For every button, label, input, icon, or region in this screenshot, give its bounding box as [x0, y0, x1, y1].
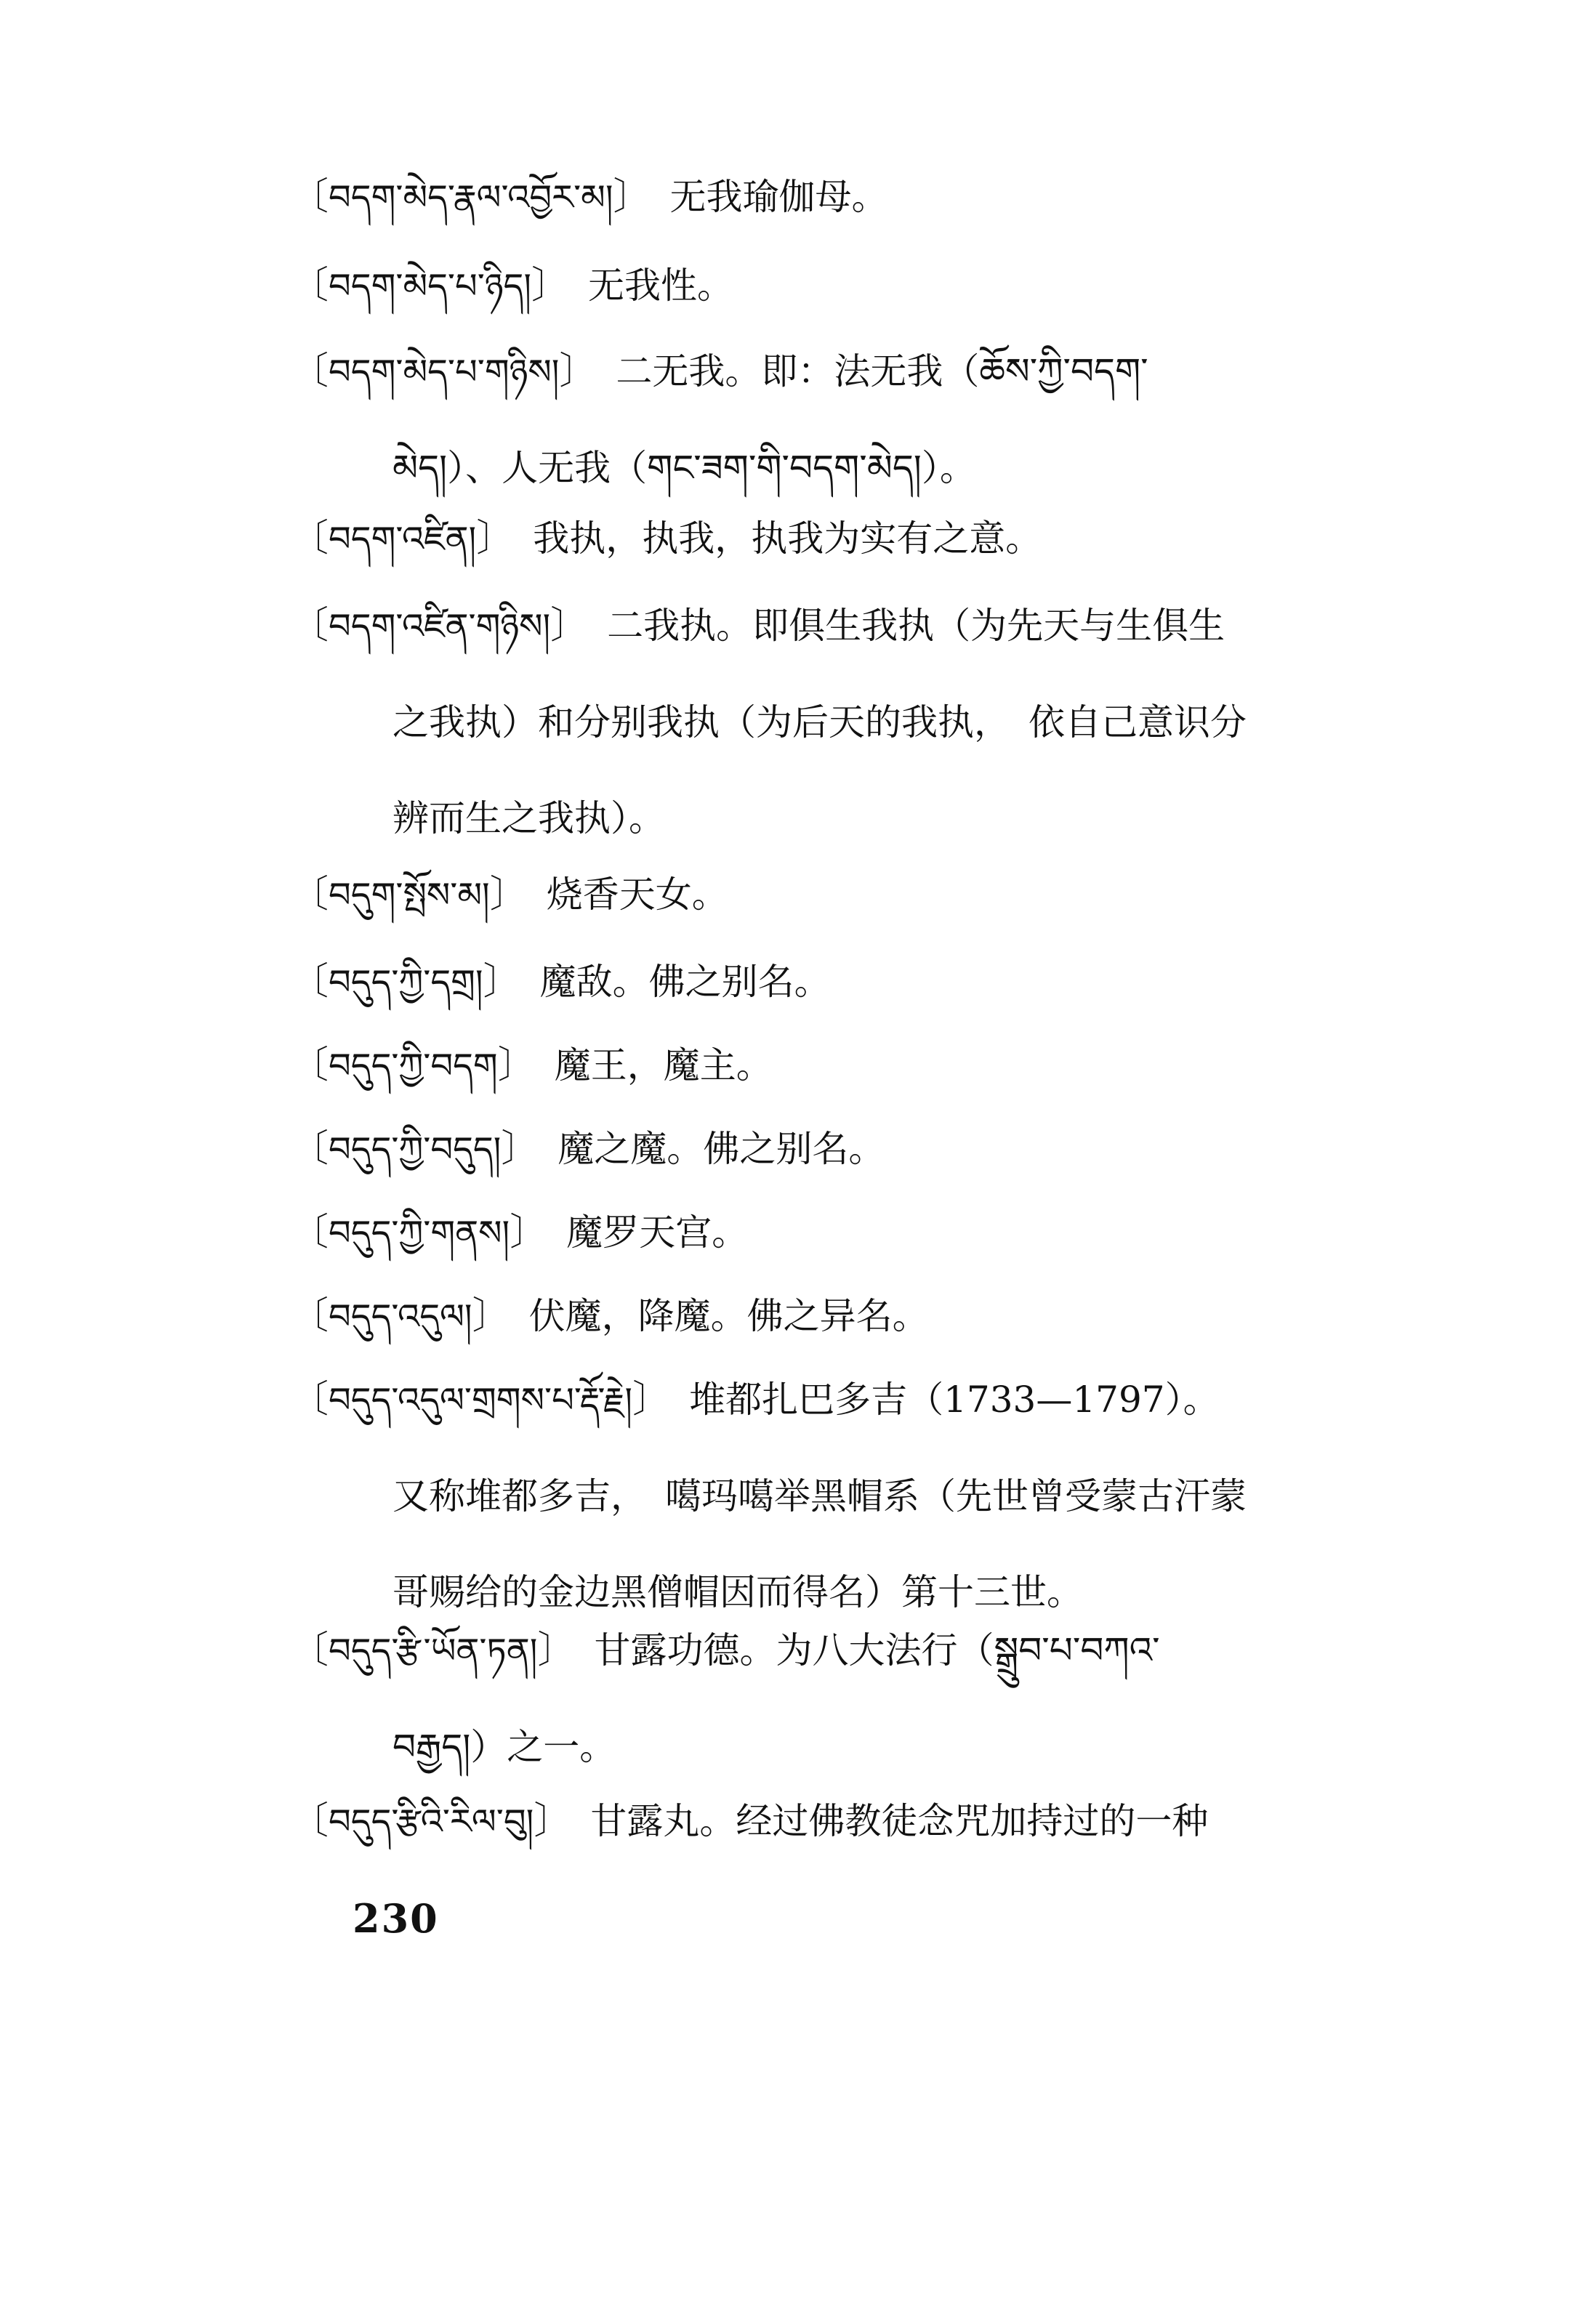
open-bracket: 〔 — [291, 1211, 329, 1254]
entry-term: བདག་མེད་པ་ཉིད། — [329, 266, 531, 307]
entry-definition: 魔敌。佛之别名。 — [539, 961, 831, 1003]
entry-definition: 二我执。即俱生我执（为先天与生俱生 — [607, 605, 1225, 647]
entry-definition: 我执，执我，执我为实有之意。 — [533, 517, 1042, 560]
entry-first-line — [291, 847, 1425, 943]
entry-first-line — [291, 1101, 1425, 1198]
close-bracket: 〕 — [537, 1629, 576, 1672]
open-bracket: 〔 — [291, 1629, 329, 1672]
open-bracket: 〔 — [291, 604, 329, 647]
entry-first-line — [291, 149, 1425, 246]
entry-first-line — [291, 1773, 1425, 1870]
open-bracket: 〔 — [291, 960, 329, 1004]
entry-term: བདུད་ཀྱི་བདུད། — [329, 1129, 502, 1170]
close-bracket: 〕 — [534, 1799, 572, 1843]
entry-continuation: མེད།）、人无我（གང་ཟག་གི་བདག་མེད།）。 — [393, 447, 976, 489]
entry-first-line — [291, 238, 1425, 334]
entry-term: བདུད་ཀྱི་དགྲ། — [329, 962, 483, 1003]
entry-definition: 无我性。 — [588, 265, 734, 307]
dictionary-entry — [291, 1602, 1425, 1795]
dictionary-entry — [291, 847, 1425, 943]
entry-definition: 魔罗天宫。 — [566, 1211, 749, 1254]
entry-continuation: 辨而生之我执）。 — [393, 797, 665, 839]
close-bracket: 〕 — [472, 1294, 510, 1338]
entry-definition: 伏魔，降魔。佛之异名。 — [528, 1295, 929, 1337]
entry-definition: 堆都扎巴多吉（1733—1797）。 — [689, 1379, 1220, 1421]
entry-first-line — [291, 1185, 1425, 1281]
entry-definition: 二无我。即：法无我（ཆོས་ཀྱི་བདག་ — [616, 350, 1148, 392]
entry-first-line — [291, 1602, 1425, 1699]
entry-definition: 烧香天女。 — [546, 873, 728, 916]
dictionary-entry — [291, 323, 1425, 516]
entry-term: བདུད་འདུལ། — [329, 1296, 472, 1337]
entry-first-line — [291, 1352, 1425, 1448]
open-bracket: 〔 — [291, 1044, 329, 1087]
open-bracket: 〔 — [291, 517, 329, 560]
dictionary-entry — [291, 1773, 1425, 1870]
entry-continuation: 哥赐给的金边黑僧帽因而得名）第十三世。 — [393, 1571, 1083, 1613]
close-bracket: 〕 — [510, 1211, 548, 1254]
entry-first-line — [291, 323, 1425, 420]
page-number: 230 — [353, 1895, 439, 1942]
close-bracket: 〕 — [483, 960, 521, 1004]
dictionary-entry — [291, 149, 1425, 246]
entry-term: བདུད་ཀྱི་བདག — [329, 1046, 498, 1086]
entry-definition: 魔之魔。佛之别名。 — [557, 1128, 885, 1170]
entry-term: བདུད་རྩིའི་རིལ་བུ། — [329, 1801, 534, 1842]
entry-first-line — [291, 934, 1425, 1030]
entry-term: བདུག་སྤོས་མ། — [329, 875, 490, 916]
close-bracket: 〕 — [489, 873, 528, 916]
dictionary-entry — [291, 491, 1425, 587]
dictionary-entry — [291, 1017, 1425, 1114]
entry-definition: 魔王，魔主。 — [554, 1044, 773, 1086]
entry-first-line — [291, 1268, 1425, 1365]
entry-definition: 无我瑜伽母。 — [669, 176, 888, 218]
dictionary-entry — [291, 1185, 1425, 1281]
open-bracket: 〔 — [291, 1799, 329, 1843]
entry-definition: 甘露功德。为八大法行（སྒྲུབ་པ་བཀའ་ — [594, 1629, 1160, 1671]
open-bracket: 〔 — [291, 175, 329, 219]
entry-term: བདག་འཛིན། — [329, 519, 477, 560]
dictionary-entry — [291, 1352, 1425, 1640]
entry-term: བདུད་ཀྱི་གནས། — [329, 1213, 510, 1254]
entry-continuation: 之我执）和分别我执（为后天的我执， 依自己意识分 — [393, 701, 1247, 743]
entry-first-line — [291, 578, 1425, 674]
entry-term: བདུད་རྩི་ཡོན་ཏན། — [329, 1631, 538, 1671]
close-bracket: 〕 — [501, 1127, 539, 1171]
open-bracket: 〔 — [291, 1127, 329, 1171]
open-bracket: 〔 — [291, 264, 329, 307]
close-bracket: 〕 — [497, 1044, 536, 1087]
entry-definition: 甘露丸。经过佛教徒念咒加持过的一种 — [590, 1800, 1209, 1842]
entry-continuation: བརྒྱད།）之一。 — [393, 1726, 616, 1768]
dictionary-entry — [291, 934, 1425, 1030]
close-bracket: 〕 — [531, 264, 570, 307]
entry-first-line — [291, 1017, 1425, 1114]
entry-term: བདུད་འདུལ་གྲགས་པ་རྡོ་རྗེ། — [329, 1380, 633, 1421]
close-bracket: 〕 — [559, 350, 597, 393]
dictionary-entry — [291, 578, 1425, 866]
open-bracket: 〔 — [291, 1378, 329, 1421]
open-bracket: 〔 — [291, 350, 329, 393]
entry-continuation: 又称堆都多吉， 噶玛噶举黑帽系（先世曾受蒙古汗蒙 — [393, 1475, 1247, 1517]
close-bracket: 〕 — [476, 517, 515, 560]
entry-term: བདག་མེད་རྣལ་འབྱོར་མ། — [329, 177, 613, 218]
dictionary-entry — [291, 1101, 1425, 1198]
open-bracket: 〔 — [291, 1294, 329, 1338]
entry-term: བདག་འཛིན་གཉིས། — [329, 606, 551, 647]
dictionary-entry — [291, 238, 1425, 334]
entry-first-line — [291, 491, 1425, 587]
close-bracket: 〕 — [613, 175, 651, 219]
close-bracket: 〕 — [632, 1378, 671, 1421]
dictionary-entry — [291, 1268, 1425, 1365]
open-bracket: 〔 — [291, 873, 329, 916]
close-bracket: 〕 — [550, 604, 589, 647]
entry-term: བདག་མེད་པ་གཉིས། — [329, 352, 560, 392]
